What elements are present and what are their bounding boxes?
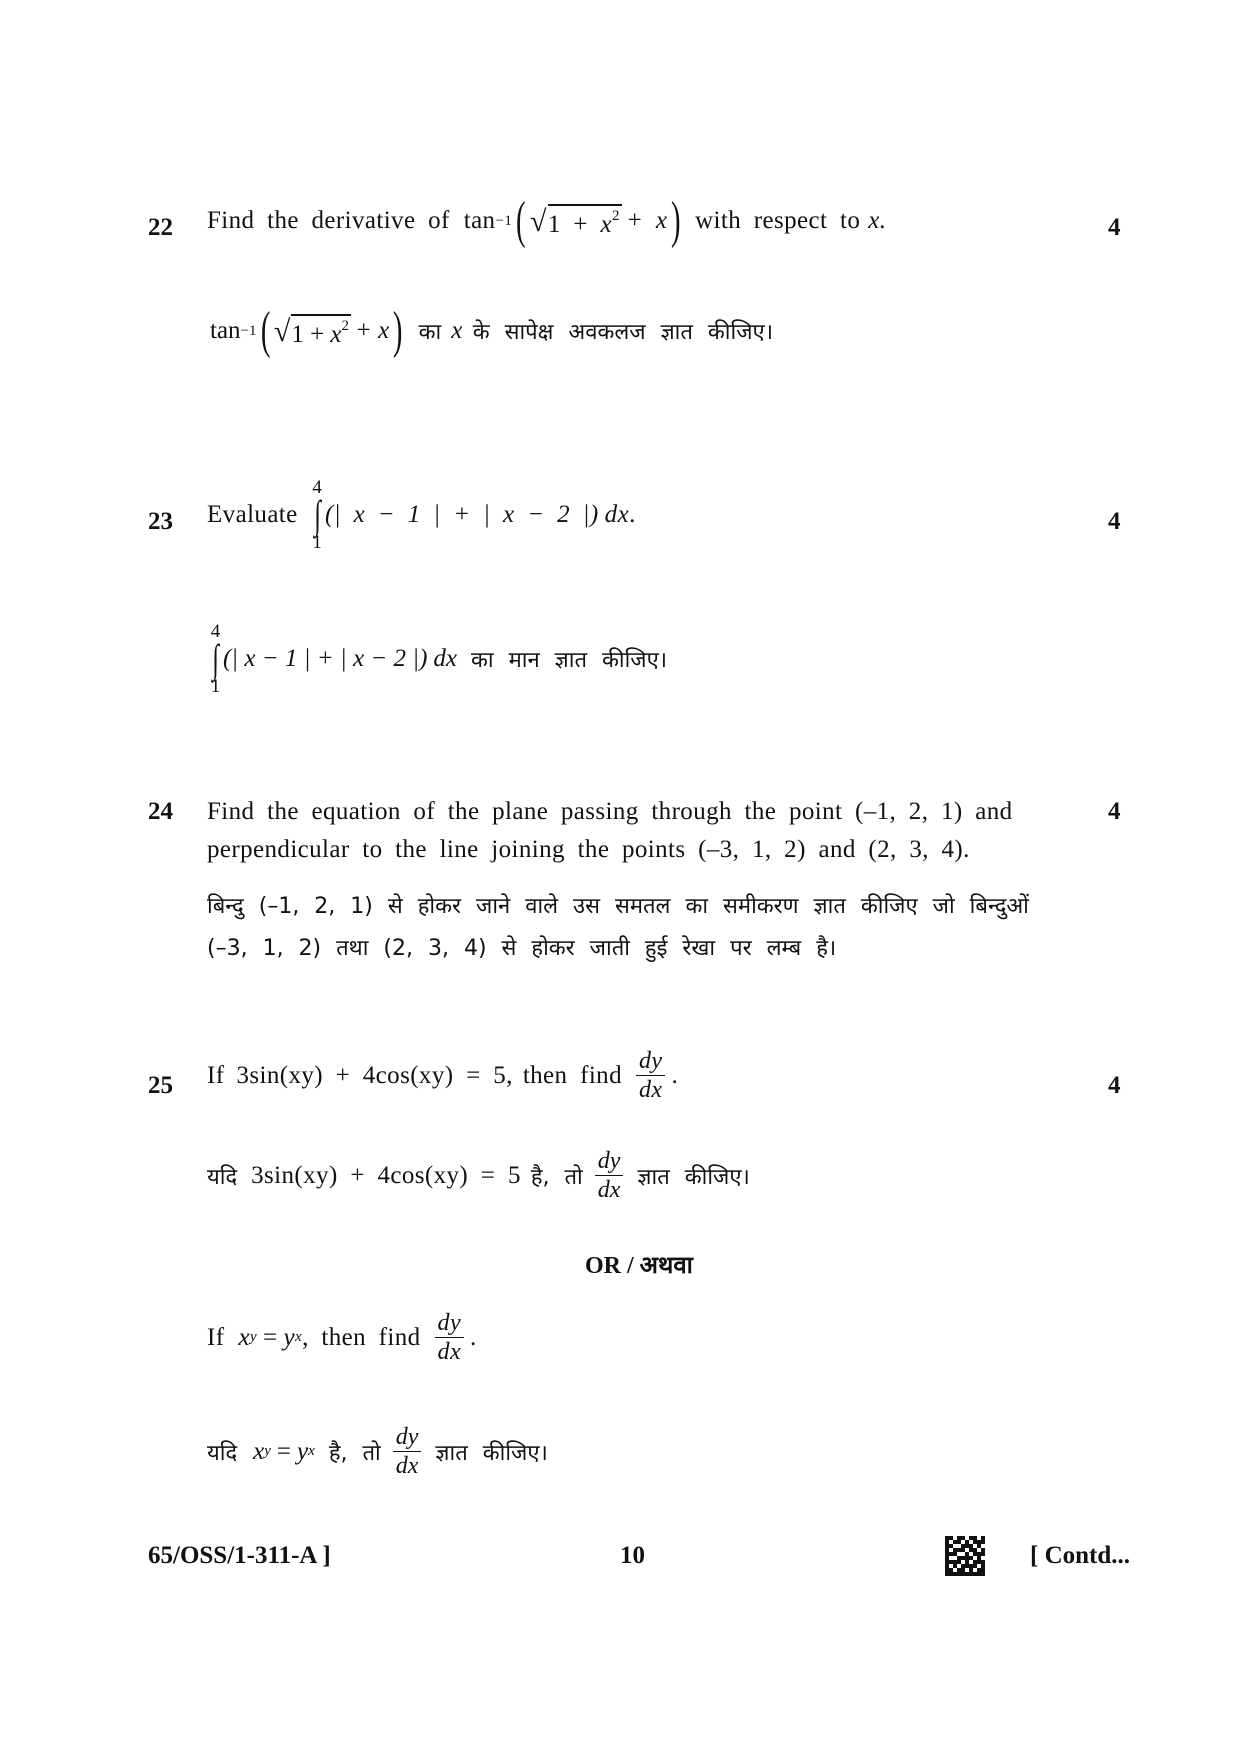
question-22-hindi: tan −1 ( √ $1 + x^2$ + x ) का x के सापेक्ष अवकलज ज्ञात कीजिए। bbox=[210, 302, 774, 359]
question-25-english: If 3sin(xy) + 4cos(xy) = 5, then find $\frac{dy}{dx}$ . bbox=[207, 1048, 679, 1104]
marks: 4 bbox=[1108, 798, 1121, 825]
equation: x y = y x bbox=[253, 1437, 315, 1465]
derivative-fraction: $\frac{dy}{dx}$ bbox=[636, 1048, 665, 1104]
paper-code: 65/OSS/1-311-A ] bbox=[148, 1542, 331, 1569]
question-25-alt-hindi: यदि x y = y x है, तो $\frac{dy}{dx}$ ज्ञात कीजिए। bbox=[207, 1424, 548, 1480]
question-23-hindi: 4 ∫ 1 (| x − 1 | + | x − 2 |) dx का मान ज्ञात कीजिए। bbox=[210, 621, 668, 697]
question-24-hindi-line-1: बिन्दु (–1, 2, 1) से होकर जाने वाले उस समतल का समीकरण ज्ञात कीजिए जो बिन्दुओं bbox=[207, 894, 1029, 919]
integral-icon: ∫ bbox=[212, 636, 219, 681]
equation: 3sin(xy) + 4cos(xy) = 5, bbox=[236, 1061, 513, 1089]
left-paren: ( bbox=[260, 302, 270, 359]
math-expression: tan −1 ( √ $1 + x^2$ + x ) bbox=[463, 192, 682, 249]
question-22-english: Find the derivative of tan −1 ( √ $1 + x^2$ + x ) with respect to x. bbox=[207, 192, 887, 249]
definite-integral: 4 ∫ 1 (| x − 1 | + | x − 2 |) dx bbox=[210, 621, 458, 697]
square-root: √ $1 + x^2$ bbox=[273, 314, 350, 348]
radical-icon: √ bbox=[529, 204, 547, 238]
datamatrix-barcode-icon bbox=[945, 1536, 985, 1576]
radical-icon: √ bbox=[273, 314, 291, 348]
integral-icon: ∫ bbox=[313, 492, 321, 537]
tan-function: tan bbox=[463, 207, 496, 234]
upper-limit: 4 bbox=[312, 477, 323, 498]
equation: 3sin(xy) + 4cos(xy) = 5 bbox=[251, 1161, 521, 1189]
derivative-fraction: $\frac{dy}{dx}$ bbox=[435, 1310, 464, 1366]
question-24-english-line-1: Find the equation of the plane passing through the point (–1, 2, 1) and bbox=[207, 798, 1013, 825]
question-24-hindi-line-2: (–3, 1, 2) तथा (2, 3, 4) से होकर जाती हुई रेखा पर लम्ब है। bbox=[207, 936, 837, 961]
question-text: Find the derivative of bbox=[207, 207, 450, 234]
question-25-alt-english: If x y = y x , then find $\frac{dy}{dx}$ . bbox=[207, 1310, 477, 1366]
question-text: Evaluate bbox=[207, 501, 298, 528]
square-root: √ $1 + x^2$ bbox=[529, 204, 620, 238]
superscript: −1 bbox=[495, 212, 513, 229]
equation: x y = y x bbox=[238, 1323, 303, 1351]
left-paren: ( bbox=[516, 192, 526, 249]
question-number: 24 bbox=[148, 798, 173, 825]
integrand: (| x − 1 | + | x − 2 |) bbox=[325, 501, 599, 528]
marks: 4 bbox=[1108, 214, 1121, 241]
math-expression: tan −1 ( √ $1 + x^2$ + x ) bbox=[210, 302, 403, 359]
right-paren: ) bbox=[671, 192, 682, 249]
continued-label: [ Contd... bbox=[1030, 1542, 1131, 1569]
lower-limit: 1 bbox=[312, 532, 323, 553]
question-number: 25 bbox=[148, 1072, 173, 1099]
derivative-fraction: $\frac{dy}{dx}$ bbox=[393, 1424, 422, 1480]
derivative-fraction: $\frac{dy}{dx}$ bbox=[595, 1148, 624, 1204]
question-24-english-line-2: perpendicular to the line joining the points (–3, 1, 2) and (2, 3, 4). bbox=[207, 836, 970, 863]
or-separator: OR / अथवा bbox=[585, 1253, 693, 1279]
right-paren: ) bbox=[393, 302, 403, 359]
marks: 4 bbox=[1108, 508, 1121, 535]
question-number: 22 bbox=[148, 214, 173, 241]
question-number: 23 bbox=[148, 508, 173, 535]
page-number: 10 bbox=[620, 1542, 645, 1569]
marks: 4 bbox=[1108, 1072, 1121, 1099]
question-25-hindi: यदि 3sin(xy) + 4cos(xy) = 5 है, तो $\frac{dy}{dx}$ ज्ञात कीजिए। bbox=[207, 1148, 750, 1204]
definite-integral: 4 ∫ 1 (| x − 1 | + | x − 2 |) dx . bbox=[312, 477, 636, 553]
question-23-english bbox=[207, 478, 636, 552]
